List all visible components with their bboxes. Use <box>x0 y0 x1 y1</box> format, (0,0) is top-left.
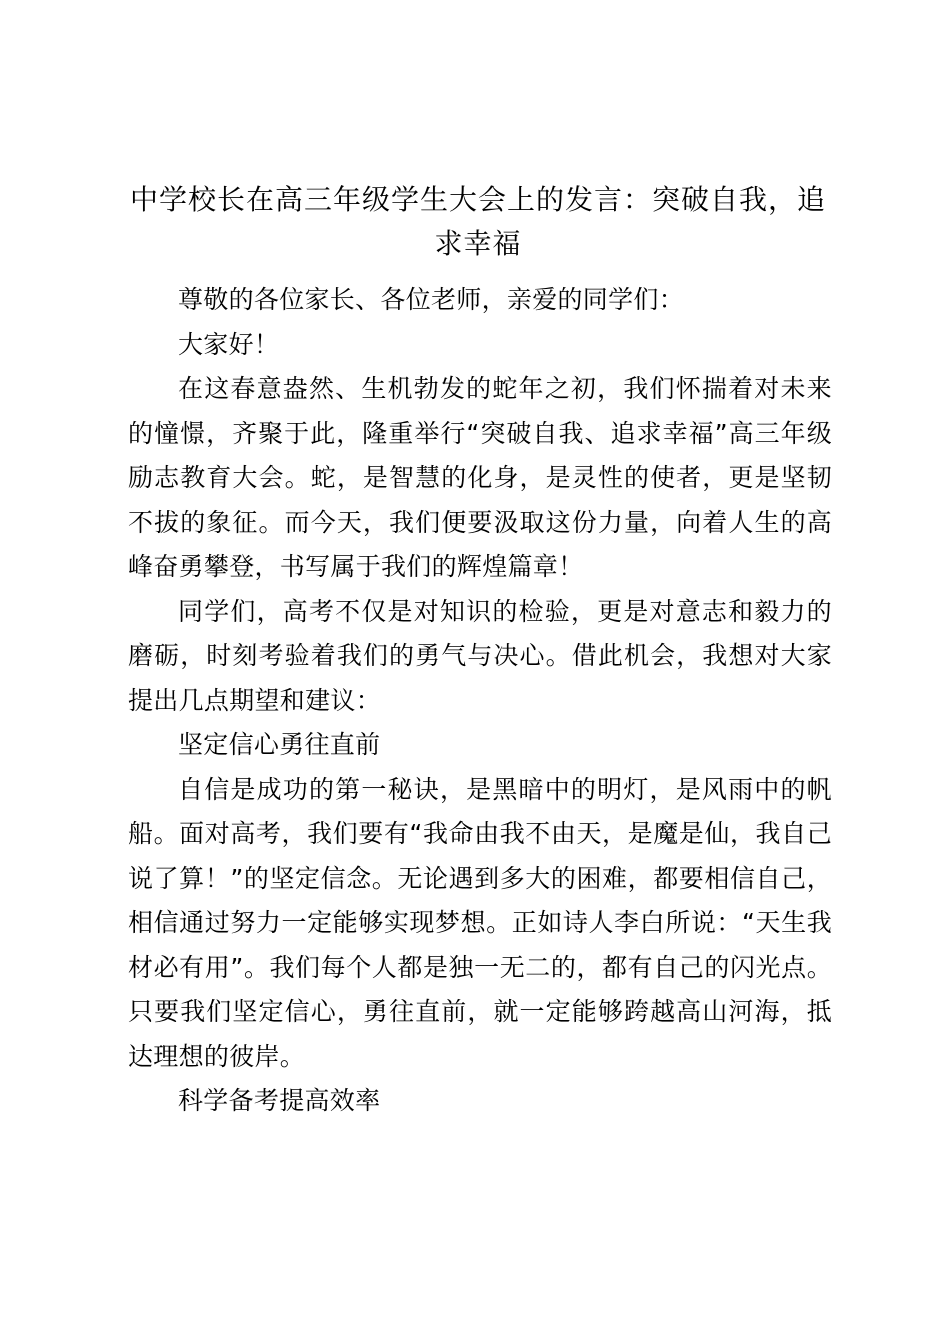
document-body <box>128 278 832 1124</box>
confidence-paragraph: 自信是成功的第一秘诀，是黑暗中的明灯，是风雨中的帆船。面对高考，我们要有“我命由我不由天，是魔是仙，我自己说了算！”的坚定信念。无论遇到多大的困难，都要相信自己，相信通过努力一定能够实现梦想。正如诗人李白所说：“天生我材必有用”。我们每个人都是独一无二的，都有自己的闪光点。只要我们坚定信心，勇往直前，就一定能够跨越高山河海，抵达理想的彼岸。 <box>128 774 832 1071</box>
expectation-paragraph: 同学们，高考不仅是对知识的检验，更是对意志和毅力的磨砺，时刻考验着我们的勇气与决心。借此机会，我想对大家提出几点期望和建议： <box>128 596 832 715</box>
greeting-paragraph: 尊敬的各位家长、各位老师，亲爱的同学们： <box>178 285 685 314</box>
intro-paragraph: 在这春意盎然、生机勃发的蛇年之初，我们怀揣着对未来的憧憬，齐聚于此，隆重举行“突破自我、追求幸福”高三年级励志教育大会。蛇，是智慧的化身，是灵性的使者，更是坚韧不拔的象征。而今天，我们便要汲取这份力量，向着人生的高峰奋勇攀登，书写属于我们的辉煌篇章！ <box>128 374 832 581</box>
section-heading-study: 科学备考提高效率 <box>178 1086 381 1115</box>
section-heading-confidence: 坚定信心勇往直前 <box>178 730 381 759</box>
salutation-paragraph: 大家好！ <box>178 329 280 359</box>
document-title: 中学校长在高三年级学生大会上的发言：突破自我，追求幸福 <box>129 183 826 260</box>
